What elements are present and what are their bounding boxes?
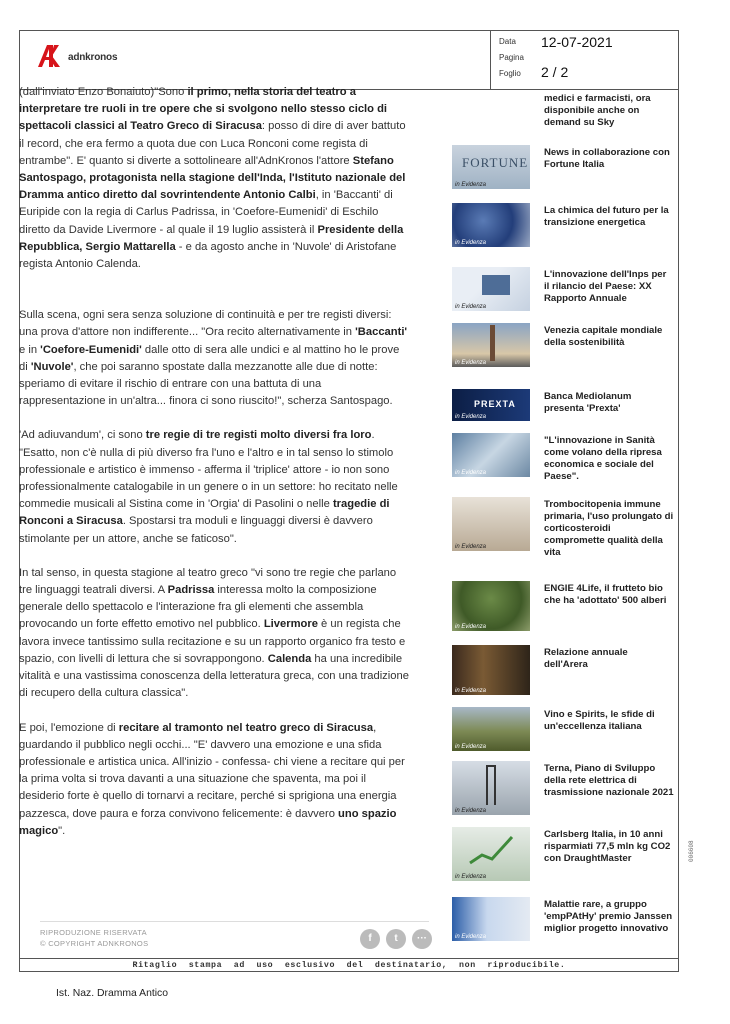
- sidebar-item-title: News in collaborazione con Fortune Italia: [544, 147, 670, 170]
- copyright-line: © COPYRIGHT ADNKRONOS: [40, 939, 149, 948]
- article-paragraph: In tal senso, in questa stagione al teatro greco "vi sono tre regie che parlano tre linguaggi teatrali diversi. A Padrissa interessa molto la composizione generale dello spettacolo e l'interazione fra gli elementi che assembla provocando un forte effetto emotivo nel pubblico. Livermore è un regista che lavora invece tantissimo sulla recitazione e su un rapporto organico fra testo e spazio, con livelli di lettura che si sovrappongono. Calenda ha una incredibile vitalità e una vastissima conoscenza della letteratura greca, con una tradizione di recupero della cultura classica".: [19, 566, 409, 700]
- thumbnail-image: [452, 203, 530, 247]
- article-paragraph: Sulla scena, ogni sera senza soluzione di continuità e per tre registi diversi: una prova d'attore non indifferente... "Ora recito alternativamente in 'Baccanti' e in 'Coefore-Eumenidi' dalle otto di sera alle undici e al mattino ho le prove di 'Nuvole', che poi saranno spostate dalla mezzanotte alle due di notte: speriamo di evitare il rischio di entrare con una battuta di una rappresentazione in un'altra... finora ci sono riuscito!", scherza Santospago.: [19, 309, 408, 408]
- copyright-notice: [40, 927, 148, 949]
- twitter-icon[interactable]: t: [386, 929, 406, 949]
- in-evidenza-tag: in Evidenza: [455, 544, 487, 550]
- in-evidenza-tag: in Evidenza: [455, 414, 487, 420]
- thumbnail-image: [452, 827, 530, 881]
- fortune-wordmark: FORTUNE: [462, 155, 529, 170]
- sidebar-item-title: La chimica del futuro per la transizione energetica: [544, 205, 669, 228]
- in-evidenza-tag: in Evidenza: [455, 360, 487, 366]
- more-share-icon[interactable]: ···: [412, 929, 432, 949]
- campanile-graphic: [490, 325, 495, 361]
- in-evidenza-tag: in Evidenza: [455, 808, 487, 814]
- thumbnail-image: [452, 897, 530, 941]
- in-evidenza-tag: in Evidenza: [455, 304, 487, 310]
- in-evidenza-tag: in Evidenza: [455, 744, 487, 750]
- adnkronos-logo[interactable]: [38, 45, 118, 67]
- in-evidenza-tag: in Evidenza: [455, 874, 487, 880]
- article-body: [19, 84, 410, 857]
- in-evidenza-tag: in Evidenza: [455, 240, 487, 246]
- thumbnail-image: [452, 581, 530, 631]
- header: [20, 31, 678, 90]
- thumbnail-image: [452, 267, 530, 311]
- article-paragraph: E poi, l'emozione di recitare al tramonto nel teatro greco di Siracusa, guardando il pubblico negli occhi... "E' davvero una emozione e una sfida professionale e artistica unica. All'inizio - confessa- chi viene a recitare qui per la prima volta si trova davanti a una situazione che spaventa, ma poi il desiderio forte è quello di tornarvi a recitare, perché si sprigiona una energia pazzesca, dove paura e forza convivono felicemente: è davvero uno spazio magico".: [19, 721, 405, 837]
- prexta-wordmark: PREXTA: [474, 399, 516, 409]
- in-evidenza-tag: in Evidenza: [455, 688, 487, 694]
- clipping-notice: Ritaglio stampa ad uso esclusivo del destinatario, non riproducibile.: [132, 961, 566, 970]
- thumbnail-image: [452, 761, 530, 815]
- sidebar-item-title: Trombocitopenia immune primaria, l'uso prolungato di corticosteroidi compromette qualità della vita: [544, 499, 674, 558]
- foglio-value: 2 / 2: [541, 64, 569, 80]
- sidebar-item-title: Venezia capitale mondiale della sostenibilità: [544, 325, 663, 348]
- thumbnail-image: [452, 645, 530, 695]
- article-paragraph: (dall'inviato Enzo Bonaiuto)"Sono il primo, nella storia del teatro a interpretare tre ruoli in tre opere che si svolgono nello stesso ciclo di spettacoli classici al Teatro Greco di Siracusa: posso di dire di aver battuto il record, che era fermo a quota due con Luca Ronconi come regista di entrambe". E' quanto si diverte a sottolineare all'AdnKronos l'attore Stefano Santospago, protagonista nella stagione dell'Inda, l'Istituto nazionale del Dramma antico diretto dal sovrintendente Antonio Calbi, in 'Baccanti' di Euripide con la regia di Carlus Padrissa, in 'Coefore-Eumenidi' di Eschilo diretto da Davide Livermore - al quale il 19 luglio assisterà il Presidente della Repubblica, Sergio Mattarella - e da agosto anche in 'Nuvole' di Aristofane regista Antonio Calenda.: [19, 86, 406, 271]
- facebook-icon[interactable]: f: [360, 929, 380, 949]
- sidebar-item-title: "L'innovazione in Sanità come volano della ripresa economica e sociale del Paese".: [544, 435, 662, 482]
- article-paragraph: 'Ad adiuvandum', ci sono tre regie di tre registi molto diversi fra loro. "Esatto, non c'è nulla di più diverso fra l'uno e l'altro e in tal senso lo stimolo professionale e artistico è immenso - afferma il 'triplice' attore - io non sono professionalmente catalogabile in un genere o in un settore: ho recitato nelle commedie musicali al Sistina come in 'Orgia' di Pasolini o nelle tragedie di Ronconi a Siracusa. Spostarsi tra moduli e linguaggi diversi è davvero stimolante per un attore, anche se faticoso".: [19, 429, 398, 545]
- date-value: 12-07-2021: [541, 34, 613, 50]
- sidebar-item-title: L'innovazione dell'Inps per il rilancio del Paese: XX Rapporto Annuale: [544, 269, 667, 304]
- repro-line: RIPRODUZIONE RISERVATA: [40, 928, 147, 937]
- sidebar-item-title: Banca Mediolanum presenta 'Prexta': [544, 391, 632, 414]
- client-name: Ist. Naz. Dramma Antico: [56, 988, 169, 999]
- thumbnail-image: [452, 145, 530, 189]
- in-evidenza-tag: in Evidenza: [455, 182, 487, 188]
- data-label: Data: [499, 37, 516, 46]
- in-evidenza-tag: in Evidenza: [455, 624, 487, 630]
- thumbnail-image: [452, 433, 530, 477]
- footer-divider: [40, 921, 429, 922]
- thumbnail-image: [452, 497, 530, 551]
- logo-text: adnkronos: [68, 52, 118, 63]
- sidebar-item-title: Carlsberg Italia, in 10 anni risparmiati 77,5 mln kg CO2 con DraughtMaster: [544, 829, 671, 864]
- thumbnail-image: [452, 323, 530, 367]
- in-evidenza-tag: in Evidenza: [455, 470, 487, 476]
- barcode-number: 006608: [688, 840, 695, 862]
- sidebar-item-title: Vino e Spirits, le sfide di un'eccellenza italiana: [544, 709, 655, 732]
- in-evidenza-tag: in Evidenza: [455, 934, 487, 940]
- sidebar-item-title: ENGIE 4Life, il frutteto bio che ha 'adottato' 500 alberi: [544, 583, 667, 606]
- meta-box: [490, 31, 678, 89]
- sidebar-item-title: Terna, Piano di Sviluppo della rete elettrica di trasmissione nazionale 2021: [544, 763, 674, 798]
- foglio-label: Foglio: [499, 69, 521, 78]
- growth-arrow-icon: [468, 833, 516, 867]
- sidebar-top-snippet[interactable]: medici e farmacisti, ora disponibile anche on demand su Sky: [544, 93, 651, 128]
- thumbnail-graphic: [482, 275, 510, 295]
- adnkronos-logo-icon: [38, 45, 64, 67]
- pagina-label: Pagina: [499, 53, 524, 62]
- sidebar-item-title: Relazione annuale dell'Arera: [544, 647, 628, 670]
- pylon-graphic: [486, 765, 496, 805]
- sidebar-item-title: Malattie rare, a gruppo 'empPAtHy' premio Janssen miglior progetto innovativo: [544, 899, 673, 934]
- thumbnail-image: [452, 707, 530, 751]
- thumbnail-image: [452, 389, 530, 421]
- bottom-divider: [20, 958, 678, 959]
